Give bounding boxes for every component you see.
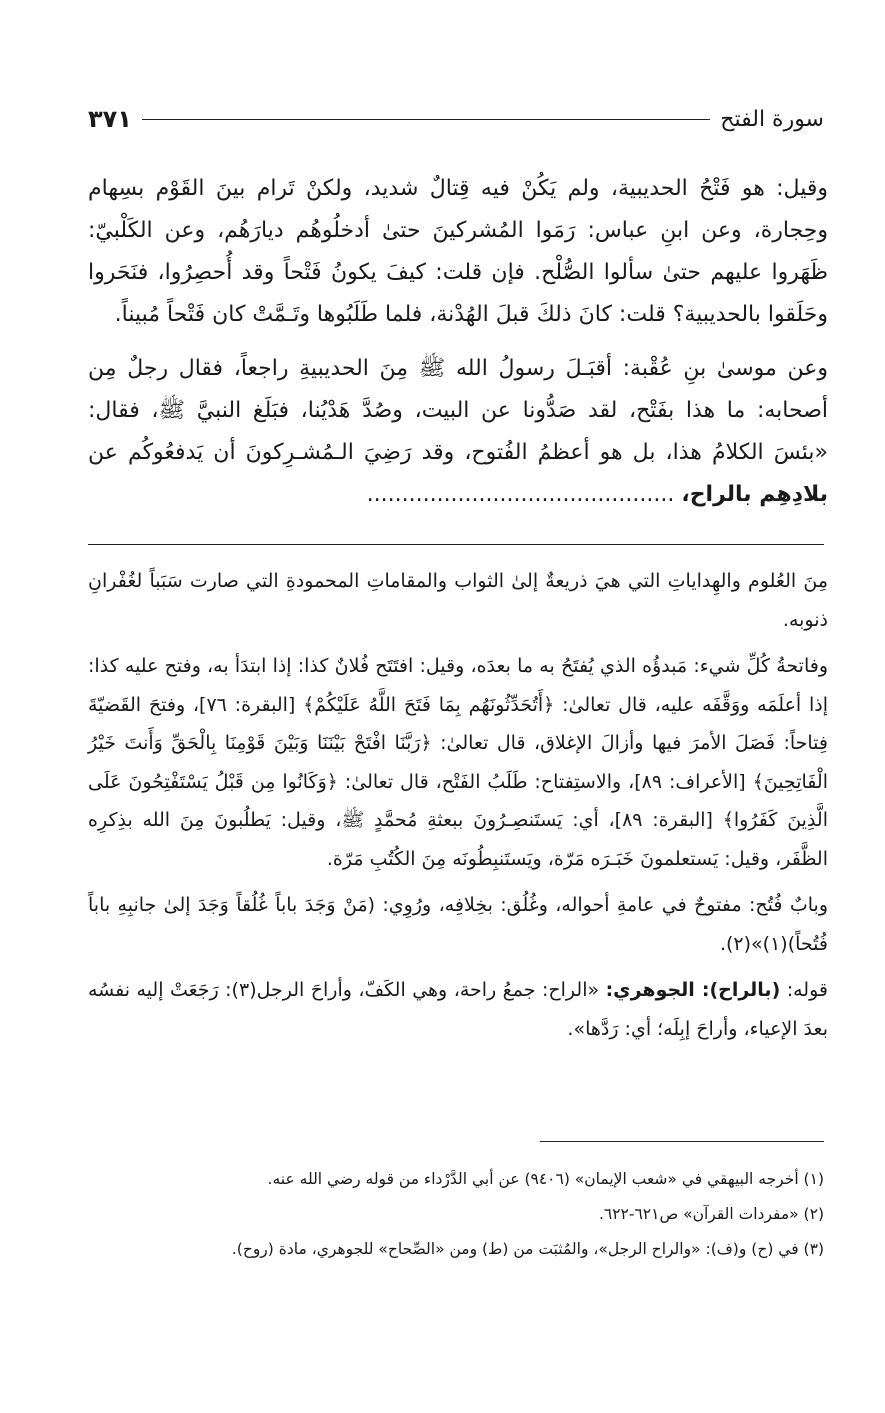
footnotes xyxy=(88,1162,824,1267)
commentary-paragraph-4-rest: «الراح: جمعُ راحة، وهي الكَفّ، وأراحَ الرجل(٣): رَجَعَتْ إليه نفسُه بعدَ الإعياء، وأراحَ إبِلَه؛ أي: رَدَّها». xyxy=(88,979,828,1040)
commentary-paragraph-4 xyxy=(88,971,828,1048)
main-paragraph-1: وقيل: هو فَتْحُ الحديبية، ولم يَكُنْ فيه قِتالٌ شديد، ولكنْ تَرام بينَ القَوْم بسِهام وحِجارة، وعن ابنِ عباس: رَمَوا المُشركينَ حتىٰ أدخلُوهُم ديارَهُم، وعن الكَلْبيّ: ظَهَروا عليهم حتىٰ سألوا الصُّلْح. فإن قلت: كيفَ يكونُ فَتْحاً وقد أُحصِرُوا، فنَحَروا وحَلَقوا بالحديبية؟ قلت: كانَ ذلكَ قبلَ الهُدْنة، فلما طَلَبُوها وتَـمَّتْ كان فَتْحاً مُبيناً. xyxy=(88,176,828,327)
surah-title: سورة الفتح xyxy=(720,106,824,132)
commentary-paragraph-4-bold: (بالراح): الجوهري: xyxy=(605,979,781,1001)
footnote-3: (٣) في (ح) و(ف): «والراح الرجل»، والمُثبَت من (ط) ومن «الصِّحاح» للجوهري، مادة (روح). xyxy=(231,1240,824,1258)
commentary-paragraph-4-lead: قوله: xyxy=(780,979,828,1001)
footnote-1: (١) أخرجه البيهقي في «شعب الإيمان» (٩٤٠٦) عن أبي الدَّرْداء من قوله رضي الله عنه. xyxy=(267,1170,824,1188)
main-paragraph-2-bold-end: بلادِهِم بالراح، xyxy=(681,482,828,507)
footnote-divider xyxy=(540,1141,824,1142)
main-paragraph-2-text: وعن موسىٰ بنِ عُقْبة: أقبَـلَ رسولُ الله ﷺ مِنَ الحديبيةِ راجعاً، فقال رجلٌ مِن أصحابه: ما هذا بفَتْح، لقد صَدُّونا عن البيت، وصُدَّ هَدْيُنا، فبَلَغ النبيَّ ﷺ، فقال: «بئسَ الكلامُ هذا، بل هو أعظمُ الفُتوح، وقد رَضِيَ الـمُشـرِكونَ أن يَدفعُوكُم عن xyxy=(88,356,828,465)
continuation-dots: ............................................ xyxy=(366,482,675,507)
page-number: ٣٧١ xyxy=(88,105,132,133)
commentary-text xyxy=(88,562,828,1048)
main-text xyxy=(88,168,828,516)
section-divider xyxy=(88,544,824,545)
commentary-paragraph-2: وفاتحةُ كُلِّ شيء: مَبدؤُه الذي يُفتَحُ به ما بعدَه، وقيل: افتَتَح فُلانٌ كذا: إذا ابتدَأ به، وفتح عليه كذا: إذا أعلَمَه ووَقَّفَه عليه، قال تعالىٰ: ﴿أَتُحَدِّثُونَهُم بِمَا فَتَحَ اللَّهُ عَلَيْكُمْ﴾ [البقرة: ٧٦]، وفتحَ القَضيّةَ فِتاحاً: فَصَلَ الأمرَ فيها وأزالَ الإغلاق، قال تعالىٰ: ﴿رَبَّنَا افْتَحْ بَيْنَنَا وَبَيْنَ قَوْمِنَا بِالْحَقِّ وَأَنتَ خَيْرُ الْفَاتِحِينَ﴾ [الأعراف: ٨٩]، والاستِفتاح: طَلَبُ الفَتْح، قال تعالىٰ: ﴿وَكَانُوا مِن قَبْلُ يَسْتَفْتِحُونَ عَلَى الَّذِينَ كَفَرُوا﴾ [البقرة: ٨٩]، أي: يَستَنصِـرُونَ ببعثةِ مُحمَّدٍ ﷺ، وقيل: يَطلُبونَ مِنَ الله بذِكرِه الظَّفَر، وقيل: يَستعلمونَ خَبَـرَه مَرّة، ويَستَنبِطُونَه مِنَ الكُتُبِ مَرّة. xyxy=(88,655,828,870)
main-paragraph-2 xyxy=(88,348,828,516)
footnote-2: (٢) «مفردات القرآن» ص٦٢١-٦٢٢. xyxy=(598,1205,824,1223)
commentary-paragraph-1: مِنَ العُلوم والهِداياتِ التي هيَ ذريعةٌ إلىٰ الثواب والمقاماتِ المحمودةِ التي صارت سَبَباً لغُفْرانِ ذنوبه. xyxy=(88,570,828,631)
commentary-paragraph-3: وبابٌ فُتُح: مفتوحٌ في عامةِ أحواله، وغُلُق: بخِلافِه، ورُوِي: (مَنْ وَجَدَ باباً غُلُقاً وَجَدَ إلىٰ جانبِهِ باباً فُتُحاً)(١)»(٢). xyxy=(88,894,828,955)
page-header xyxy=(88,102,824,136)
header-rule xyxy=(142,119,710,120)
